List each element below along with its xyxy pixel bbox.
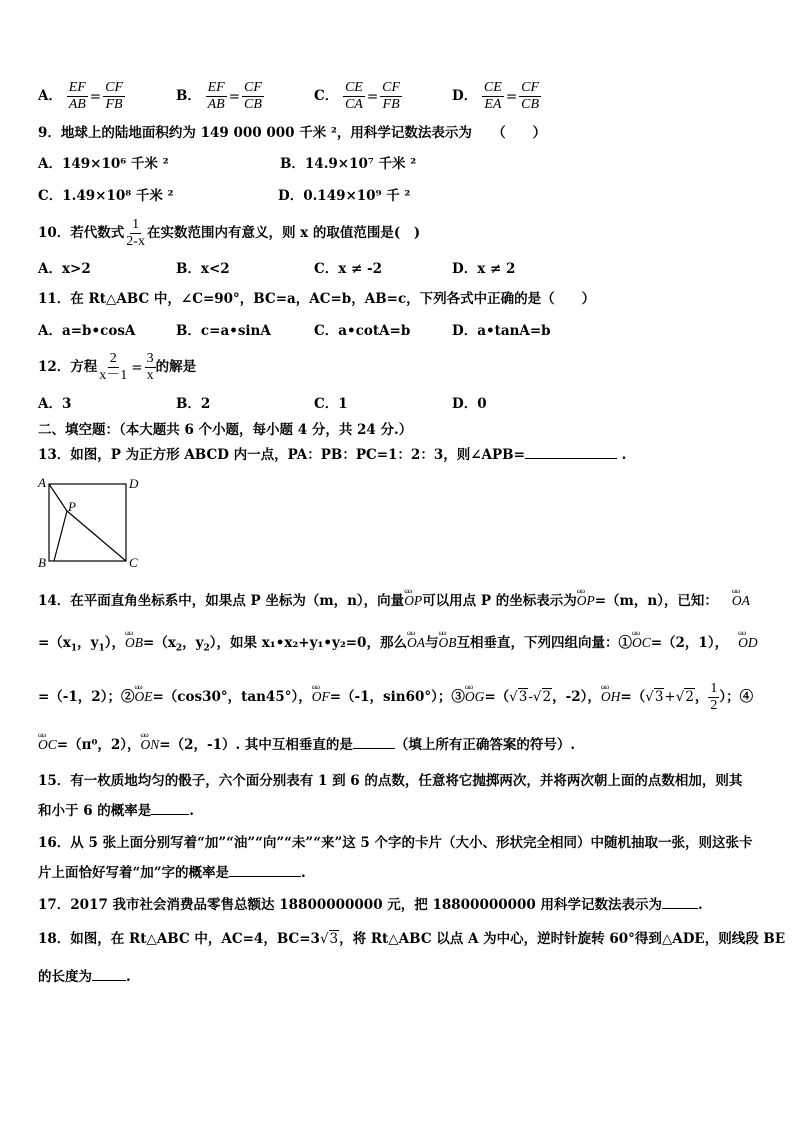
square-abcd — [49, 484, 126, 561]
label-d: D — [129, 476, 139, 491]
fraction — [145, 351, 156, 384]
fraction-denominator: 2-x — [126, 234, 145, 249]
q14-text: =（2，1）， — [650, 635, 729, 651]
q12-option-a: A．3 — [38, 396, 72, 412]
q18-text: 18．如图，在 Rt△ABC 中，AC=4，BC=3 — [38, 931, 320, 947]
q15-text: 和小于 6 的概率是 — [38, 803, 152, 819]
vector-od: ωω OD — [738, 630, 758, 652]
q11-option-d: D．a•tanA=b — [452, 323, 551, 339]
q17-end: . — [698, 897, 703, 913]
fraction — [206, 80, 227, 113]
q14-text: 与 — [424, 635, 439, 651]
answer-blank — [151, 802, 189, 815]
q9-option-c: C．1.49×10⁸ 千米 ² — [38, 188, 174, 204]
segment-pa — [49, 484, 67, 511]
q11-option-a: A．a=b•cosA — [38, 323, 136, 339]
q13-end: . — [621, 447, 627, 463]
fraction-denominator: CB — [521, 97, 540, 112]
q12-stem — [38, 350, 196, 385]
q9-stem: 9．地球上的陆地面积约为 149 000 000 千米 ²，用科学记数法表示为 （ ） — [38, 125, 547, 141]
q15-end: . — [189, 803, 194, 819]
q18-end: . — [126, 969, 131, 985]
sqrt-expression: √3-√2 — [509, 689, 552, 705]
q14-text: 互相垂直，下列四组向量：① — [456, 635, 632, 651]
q13-text: 13．如图，P 为正方形 ABCD 内一点，PA：PB：PC=1：2：3，则∠APB= — [38, 447, 525, 463]
radicand: 3 — [654, 689, 664, 705]
fraction-denominator: x — [146, 368, 154, 383]
q16-text: 片上面恰好写着“加”字的概率是 — [38, 865, 230, 881]
equals-sign: = — [89, 88, 102, 105]
q9-option-a: A．149×10⁶ 千米 ² — [38, 156, 169, 172]
section-heading: 二、填空题：（本大题共 6 个小题，每小题 4 分，共 24 分.） — [38, 422, 413, 438]
radicand: 2 — [542, 689, 552, 705]
q12-option-c: C．1 — [314, 396, 348, 412]
q9-option-b: B．14.9×10⁷ 千米 ² — [280, 156, 417, 172]
q8-option-d — [452, 80, 541, 113]
vector-of: ωω OF — [312, 676, 330, 714]
q14-text: =（m，n），已知： — [594, 593, 718, 609]
label-p: P — [68, 499, 76, 514]
q10-option-d: D．x ≠ 2 — [452, 261, 516, 277]
fraction-denominator: CA — [344, 97, 363, 112]
fraction-numerator: CE — [483, 80, 502, 95]
q9-option-d: D．0.149×10⁹ 千 ² — [278, 188, 411, 204]
q10-stem — [38, 216, 420, 250]
fraction — [380, 80, 402, 113]
q14-text: ，y — [77, 635, 99, 651]
q15-line1: 15．有一枚质地均匀的骰子，六个面分别表有 1 到 6 的点数，任意将它抛掷两次，并将两次朝上面的点数相加，则其 — [38, 773, 743, 789]
vector-oa: ωω OA — [407, 630, 425, 652]
fraction-numerator: CE — [344, 80, 363, 95]
equals-sign: = — [131, 359, 143, 376]
q18-line2 — [38, 968, 131, 986]
fraction-numerator: CF — [244, 80, 262, 95]
q18-line1 — [38, 930, 785, 948]
label-a: A — [38, 475, 46, 490]
q14-text: =（-1，2）；② — [38, 689, 135, 705]
q17-text: 17．2017 我市社会消费品零售总额达 18800000000 元，把 18800000000 用科学记数法表示为 — [38, 897, 663, 913]
q12-option-b: B．2 — [176, 396, 211, 412]
fraction-numerator: CF — [105, 80, 123, 95]
q14-text: ），如果 x₁•x₂+y₁•y₂=0，那么 — [209, 635, 407, 651]
q14-text: 14．在平面直角坐标系中，如果点 P 坐标为（m，n），向量 — [38, 593, 405, 609]
fraction — [519, 80, 541, 113]
q14-line4 — [38, 732, 575, 754]
q14-line2: $=(x_1$，$y_1$），ωω $OB=(x_2$，$y_2$），如果 x₁•x₂+y₁•y₂=0，那么ωω OA与ωω OB互相垂直，下列四组向量：①ωω OC=（2，1），ωω OD — [38, 630, 758, 658]
q14-text: ，-2）， — [552, 689, 601, 705]
sqrt-expression: √3 — [319, 931, 339, 947]
q14-text: 可以用点 P 的坐标表示为 — [422, 593, 577, 609]
q14-text: =（π⁰，2）， — [56, 737, 141, 753]
fraction-denominator: AB — [207, 97, 225, 112]
q8-option-c — [314, 80, 402, 113]
square-diagram — [36, 474, 146, 570]
option-letter: D． — [452, 88, 478, 104]
fraction-denominator: x－1 — [99, 368, 128, 383]
q18-text: 的长度为 — [38, 969, 92, 985]
q12-suffix: 的解是 — [155, 359, 197, 375]
fraction — [67, 80, 88, 113]
q10-option-a: A．x>2 — [38, 261, 91, 277]
q15-line2 — [38, 802, 194, 820]
fraction — [97, 351, 129, 384]
fraction-denominator: EA — [484, 97, 502, 112]
label-c: C — [129, 555, 138, 570]
q14-text: =（ — [484, 689, 510, 705]
fraction — [343, 80, 365, 113]
q14-text: =（ — [620, 689, 646, 705]
q14-text: ，y — [182, 635, 204, 651]
q12-option-d: D．0 — [452, 396, 487, 412]
label-b: B — [38, 555, 46, 570]
q10-option-b: B．x<2 — [176, 261, 230, 277]
answer-blank — [92, 968, 126, 981]
answer-blank — [662, 896, 698, 909]
q13-stem — [38, 446, 626, 464]
equals-sign: = — [505, 88, 518, 105]
q14-text: =（-1，sin60°）；③ — [329, 689, 465, 705]
fraction-numerator: 2 — [109, 351, 117, 366]
vector-op: ωω OP — [577, 588, 595, 610]
q14-text: =（2，-1）. 其中互相垂直的是 — [159, 737, 353, 753]
q11-option-b: B．c=a•sinA — [176, 323, 271, 339]
q11-option-c: C．a•cotA=b — [314, 323, 411, 339]
vector-oc: ωω OC — [38, 732, 57, 754]
fraction-denominator: FB — [105, 97, 123, 112]
q10-suffix: 在实数范围内有意义，则 x 的取值范围是( ) — [146, 225, 421, 241]
option-letter: C． — [314, 88, 339, 104]
fraction — [482, 80, 504, 113]
q14-text: =（x — [143, 635, 176, 651]
q8-option-b — [176, 80, 264, 113]
vector-oe: ωω OE — [134, 676, 152, 714]
q16-line1: 16．从 5 张上面分别写着“加”“油”“向”“未”“来”这 5 个字的卡片（大小、形状完全相同）中随机抽取一张，则这张卡 — [38, 835, 753, 851]
q16-end: . — [301, 865, 306, 881]
answer-blank — [229, 864, 301, 877]
equals-sign: = — [228, 88, 241, 105]
fraction-numerator: CF — [521, 80, 540, 95]
answer-blank — [353, 736, 395, 749]
q10-prefix: 10．若代数式 — [38, 225, 125, 241]
q16-line2 — [38, 864, 306, 882]
vector-ob: ωω OB — [125, 630, 143, 652]
radicand: 3 — [329, 931, 339, 947]
q8-option-a — [38, 80, 125, 113]
equals-sign: = — [366, 88, 379, 105]
vector-ob: ωω OB — [438, 630, 456, 652]
q14-text: ）；④ — [719, 689, 754, 705]
option-letter: A． — [38, 88, 62, 104]
segment-pc — [67, 511, 126, 561]
fraction-denominator: CB — [244, 97, 262, 112]
q14-line3 — [38, 676, 753, 714]
q14-text: ， — [694, 689, 709, 705]
vector-op: ωω OP — [404, 588, 422, 610]
radicand: 2 — [685, 689, 694, 705]
q14-text: （填上所有正确答案的符号）. — [394, 737, 576, 753]
vector-og: ωω OG — [465, 676, 485, 714]
q14-line1 — [38, 588, 750, 610]
fraction-denominator: AB — [68, 97, 86, 112]
q10-option-c: C．x ≠ -2 — [314, 261, 383, 277]
fraction-denominator: FB — [382, 97, 400, 112]
fraction-denominator: 2 — [710, 698, 718, 713]
sqrt-expression: √3+√2 — [645, 689, 694, 705]
radicand: 3 — [518, 689, 528, 705]
vector-oc: ωω OC — [632, 630, 651, 652]
fraction-numerator: CF — [382, 80, 401, 95]
fraction — [708, 681, 719, 714]
fraction — [103, 80, 125, 113]
vector-oa: ωω OA — [732, 588, 750, 610]
q14-text: =（cos30°，tan45°）， — [152, 689, 312, 705]
answer-blank — [525, 446, 617, 459]
q17-line1 — [38, 896, 703, 914]
vector-on: ωω ON — [141, 732, 160, 754]
vector-oh: ωω OH — [601, 676, 621, 714]
fraction — [124, 217, 147, 250]
fraction-numerator: EF — [207, 80, 225, 95]
segment-pb — [54, 511, 67, 561]
q12-prefix: 12．方程 — [38, 359, 98, 375]
fraction — [242, 80, 264, 113]
fraction-numerator: 1 — [132, 217, 140, 232]
option-letter: B． — [176, 88, 201, 104]
q18-text: ，将 Rt△ABC 以点 A 为中心，逆时针旋转 60°得到△ADE，则线段 BE — [339, 931, 786, 947]
fraction-numerator: 3 — [146, 351, 154, 366]
fraction-numerator: EF — [68, 80, 86, 95]
q14-text: =（x — [38, 635, 71, 651]
fraction-numerator: 1 — [710, 681, 718, 696]
q11-stem: 11．在 Rt△ABC 中，∠C=90°，BC=a，AC=b，AB=c，下列各式中正确的是（ ） — [38, 291, 596, 307]
q14-text: ）， — [104, 635, 126, 651]
